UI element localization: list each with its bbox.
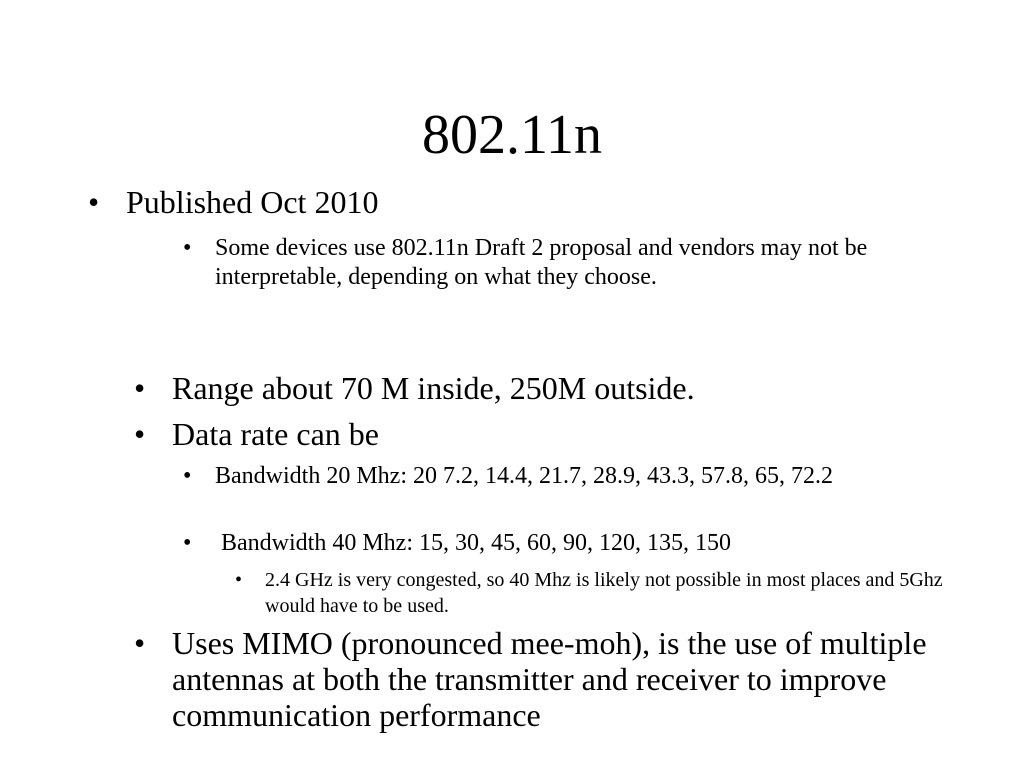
bullet-marker: •: [183, 235, 192, 261]
bullet-text: Bandwidth 20 Mhz: 20 7.2, 14.4, 21.7, 28.9, 43.3, 57.8, 65, 72.2: [215, 463, 833, 489]
sub-sub-bullet-congested: [235, 567, 950, 619]
bullet-marker: •: [134, 370, 146, 406]
bullet-marker: •: [134, 625, 146, 661]
bullet-text: Uses MIMO (pronounced mee-moh), is the use of multiple antennas at both the transmitter and receiver to improve communication performance: [172, 625, 927, 733]
sub-bullet-bw20: [183, 462, 943, 491]
bullet-marker: •: [88, 184, 100, 220]
bullet-published: [88, 184, 948, 220]
bullet-text: 2.4 GHz is very congested, so 40 Mhz is likely not possible in most places and 5Ghz would have to be used.: [265, 569, 943, 617]
bullet-marker: •: [235, 569, 243, 591]
bullet-marker: •: [183, 463, 192, 489]
bullet-text: Published Oct 2010: [126, 184, 379, 220]
sub-bullet-draft: [183, 234, 943, 292]
bullet-data-rate: [134, 416, 964, 452]
bullet-marker: •: [183, 530, 192, 556]
sub-bullet-bw40: [183, 529, 943, 558]
slide-title: 802.11n: [422, 104, 602, 166]
bullet-text: Bandwidth 40 Mhz: 15, 30, 45, 60, 90, 120, 135, 150: [215, 530, 731, 556]
bullet-range: [134, 370, 964, 406]
bullet-marker: •: [134, 416, 146, 452]
bullet-text: Range about 70 M inside, 250M outside.: [172, 370, 695, 406]
bullet-text: Data rate can be: [172, 416, 379, 452]
bullet-text: Some devices use 802.11n Draft 2 proposal and vendors may not be interpretable, depending on what they choose.: [215, 235, 868, 290]
bullet-mimo: [134, 625, 964, 733]
